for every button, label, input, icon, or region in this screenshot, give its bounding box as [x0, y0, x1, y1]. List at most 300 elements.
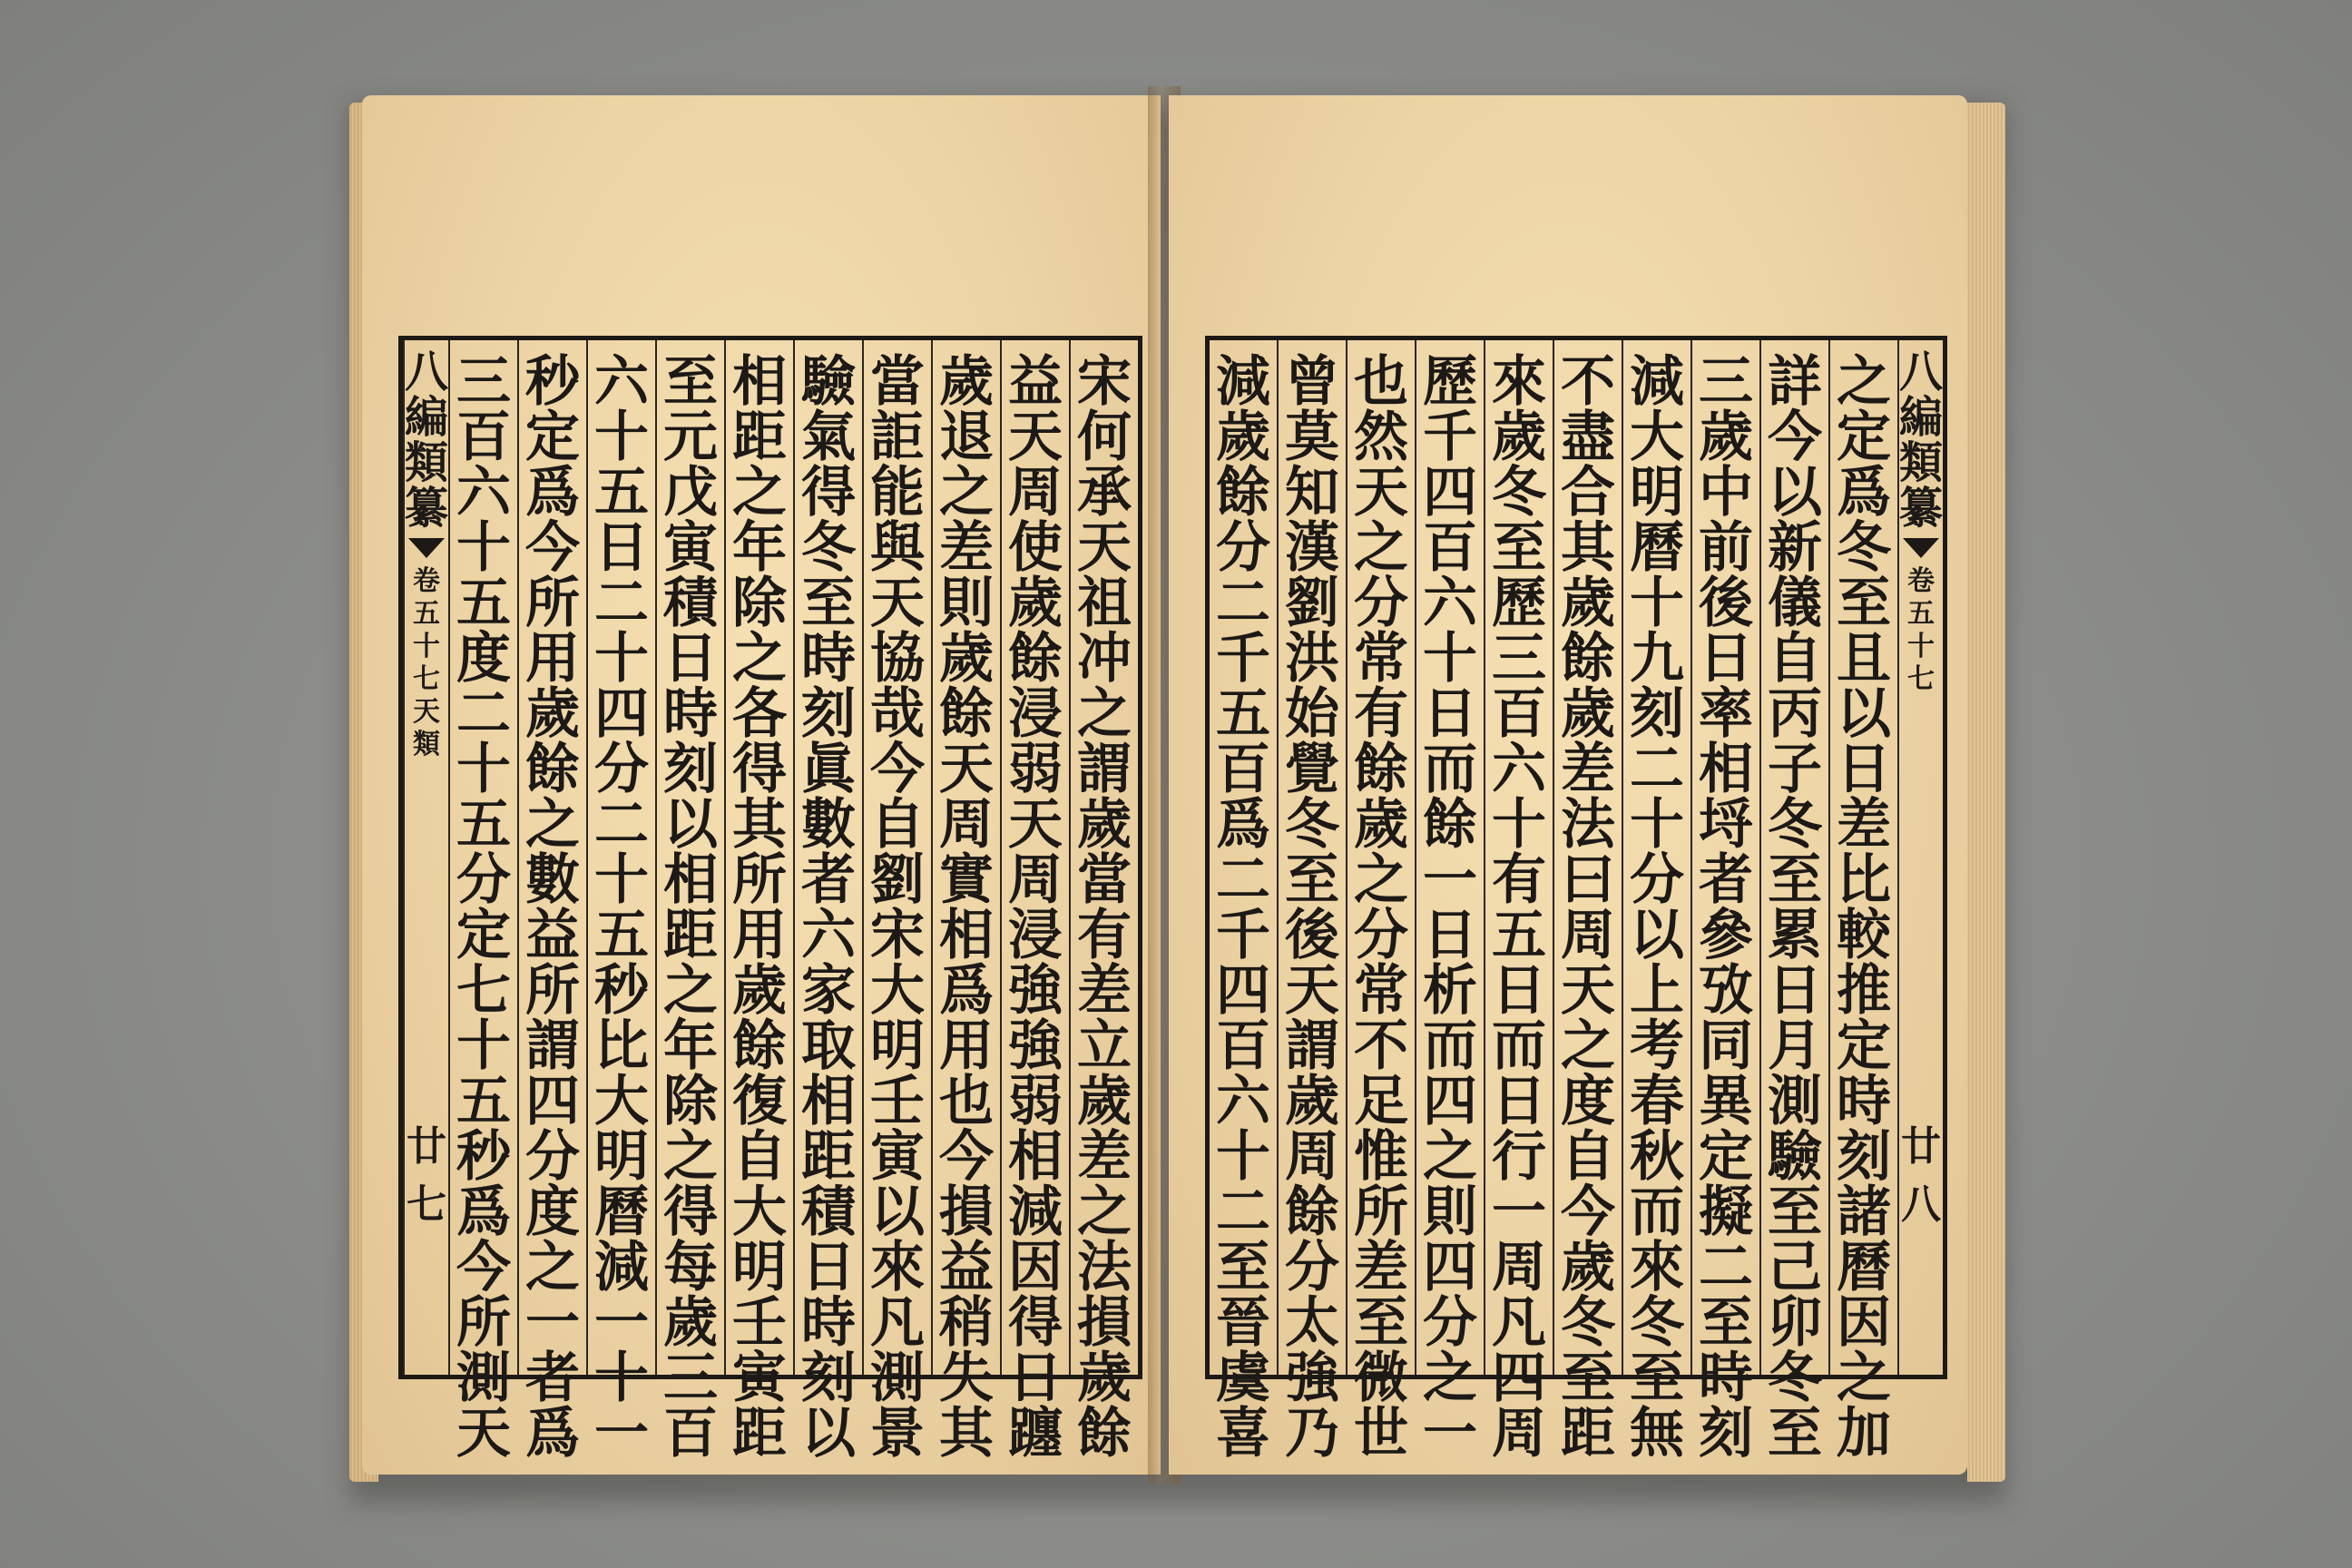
- character: 距: [1560, 1402, 1615, 1465]
- character: 之: [663, 959, 718, 1023]
- character: 天: [456, 1402, 511, 1465]
- character: 日: [1767, 959, 1822, 1023]
- character: 卯: [1767, 1291, 1822, 1355]
- left-banxin-section: [413, 565, 440, 761]
- character: 歲: [1560, 1236, 1615, 1299]
- character: 弱: [1008, 1070, 1063, 1133]
- character: 能: [870, 461, 925, 524]
- character: 歲: [1215, 406, 1270, 469]
- character: 參: [1698, 904, 1753, 967]
- character: 冬: [1836, 516, 1891, 580]
- character: 擬: [1698, 1181, 1753, 1244]
- character: 常: [1353, 959, 1408, 1023]
- character: 度: [525, 1181, 580, 1244]
- character: 埒: [1698, 793, 1753, 857]
- character: 周: [1491, 1402, 1546, 1465]
- character: 之: [1422, 1125, 1477, 1189]
- character: 益: [1008, 350, 1063, 414]
- character: 詳: [1767, 350, 1822, 414]
- text-column: [1000, 340, 1069, 1465]
- character: 驗: [801, 350, 856, 414]
- character: 餘: [1422, 793, 1477, 857]
- character: 自: [870, 793, 925, 857]
- character: 世: [1353, 1402, 1408, 1465]
- character: 差: [1560, 738, 1615, 801]
- character: 年: [732, 516, 787, 580]
- character: 前: [1698, 516, 1753, 580]
- character: 五: [1491, 904, 1546, 967]
- character: 哉: [870, 682, 925, 746]
- character: 五: [1906, 598, 1935, 630]
- character: 己: [1767, 1236, 1822, 1299]
- character: 差: [1077, 959, 1132, 1023]
- character: 周: [939, 793, 994, 857]
- character: 儀: [1767, 572, 1822, 635]
- character: 類: [1898, 437, 1943, 488]
- character: 明: [594, 1125, 649, 1189]
- character: 分: [1353, 904, 1408, 967]
- character: 者: [525, 1347, 580, 1410]
- character: 二: [1215, 848, 1270, 912]
- left-columns: [403, 340, 1138, 1465]
- character: 一: [594, 1402, 649, 1465]
- character: 分: [1629, 848, 1684, 912]
- character: 躔: [1008, 1402, 1063, 1465]
- character: 十: [594, 1347, 649, 1410]
- character: 四: [1422, 1070, 1477, 1133]
- character: 以: [1836, 682, 1891, 746]
- character: 益: [939, 1236, 994, 1299]
- character: 詎: [870, 406, 925, 469]
- character: 相: [732, 350, 787, 414]
- text-column: [1484, 340, 1553, 1465]
- character: 相: [1698, 738, 1753, 801]
- character: 相: [1008, 1125, 1063, 1189]
- character: 謂: [525, 1014, 580, 1078]
- character: 分: [525, 1125, 580, 1189]
- character: 爲: [1215, 793, 1270, 857]
- character: 所: [1353, 1181, 1408, 1244]
- character: 比: [1836, 848, 1891, 912]
- character: 十: [1215, 1125, 1270, 1189]
- character: 秒: [594, 959, 649, 1023]
- character: 六: [1422, 572, 1477, 635]
- character: 測: [870, 1347, 925, 1410]
- character: 爲: [939, 959, 994, 1023]
- left-text-frame: [398, 336, 1142, 1465]
- text-column: [1759, 340, 1828, 1465]
- character: 十: [594, 627, 649, 691]
- character: 七: [456, 959, 511, 1023]
- character: 用: [732, 904, 787, 967]
- text-column: [862, 340, 931, 1465]
- character: 十: [412, 631, 440, 662]
- character: 得: [1008, 1291, 1063, 1355]
- character: 差: [1353, 1236, 1408, 1299]
- character: 定: [1836, 406, 1891, 469]
- character: 日: [663, 627, 718, 691]
- character: 有: [1491, 848, 1546, 912]
- character: 至: [1629, 1347, 1684, 1410]
- character: 其: [939, 1402, 994, 1465]
- character: 測: [1767, 1070, 1822, 1133]
- character: 損: [939, 1181, 994, 1244]
- character: 所: [525, 572, 580, 635]
- text-column: [724, 340, 793, 1465]
- character: 餘: [1353, 738, 1408, 801]
- character: 曆: [1629, 516, 1684, 580]
- character: 大: [1629, 406, 1684, 469]
- character: 不: [1353, 1014, 1408, 1078]
- character: 乃: [1284, 1402, 1339, 1465]
- character: 五: [1215, 682, 1270, 746]
- character: 覺: [1284, 738, 1339, 801]
- character: 歲: [1491, 406, 1546, 469]
- character: 二: [456, 682, 511, 746]
- character: 凡: [870, 1291, 925, 1355]
- character: 各: [732, 682, 787, 746]
- character: 冬: [1767, 793, 1822, 857]
- character: 六: [1491, 738, 1546, 801]
- character: 減: [1008, 1181, 1063, 1244]
- character: 減: [1215, 350, 1270, 414]
- right-folio: 廿八: [1900, 1123, 1941, 1228]
- character: 強: [1284, 1347, 1339, 1410]
- text-column: [448, 340, 517, 1465]
- character: 諸: [1836, 1181, 1891, 1244]
- character: 之: [525, 1236, 580, 1299]
- character: 距: [732, 406, 787, 469]
- text-column: [1622, 340, 1690, 1465]
- character: 之: [1077, 1181, 1132, 1244]
- character: 法: [1077, 1236, 1132, 1299]
- character: 元: [663, 406, 718, 469]
- character: 歲: [1077, 793, 1132, 857]
- character: 來: [1491, 350, 1546, 414]
- character: 加: [1836, 1402, 1891, 1465]
- character: 餘: [1008, 627, 1063, 691]
- character: 秒: [525, 350, 580, 414]
- character: 退: [939, 406, 994, 469]
- text-column: [1828, 340, 1897, 1465]
- character: 減: [594, 1236, 649, 1299]
- character: 所: [456, 1291, 511, 1355]
- character: 至: [1767, 1181, 1822, 1244]
- character: 時: [801, 1291, 856, 1355]
- character: 十: [1629, 572, 1684, 635]
- character: 天: [1008, 793, 1063, 857]
- character: 驗: [1767, 1125, 1822, 1189]
- character: 而: [1422, 1014, 1477, 1078]
- character: 之: [732, 627, 787, 691]
- character: 二: [594, 793, 649, 857]
- character: 刻: [801, 682, 856, 746]
- character: 周: [1560, 904, 1615, 967]
- character: 二: [594, 572, 649, 635]
- character: 大: [594, 1070, 649, 1133]
- character: 明: [732, 1236, 787, 1299]
- character: 度: [456, 627, 511, 691]
- character: 九: [1629, 627, 1684, 691]
- character: 二: [1698, 1236, 1753, 1299]
- character: 曰: [1560, 848, 1615, 912]
- character: 三: [456, 350, 511, 414]
- character: 天: [1560, 959, 1615, 1023]
- character: 至: [1767, 848, 1822, 912]
- character: 除: [732, 572, 787, 635]
- character: 中: [1698, 461, 1753, 524]
- character: 四: [525, 1070, 580, 1133]
- character: 歲: [1560, 572, 1615, 635]
- character: 一: [594, 1291, 649, 1355]
- character: 時: [1836, 1070, 1891, 1133]
- character: 曆: [1836, 1236, 1891, 1299]
- character: 實: [939, 848, 994, 912]
- character: 無: [1629, 1402, 1684, 1465]
- character: 之: [663, 1125, 718, 1189]
- character: 始: [1284, 682, 1339, 746]
- character: 日: [1008, 1347, 1063, 1410]
- text-column: [931, 340, 1000, 1465]
- text-column: [586, 340, 655, 1465]
- character: 推: [1836, 959, 1891, 1023]
- character: 寅: [870, 1125, 925, 1189]
- character: 微: [1353, 1347, 1408, 1410]
- character: 失: [939, 1347, 994, 1410]
- character: 浸: [1008, 904, 1063, 967]
- character: 日: [1836, 738, 1891, 801]
- character: 損: [1077, 1291, 1132, 1355]
- left-page: [362, 95, 1161, 1475]
- character: 定: [525, 406, 580, 469]
- character: 虞: [1215, 1347, 1270, 1410]
- character: 三: [663, 1347, 718, 1410]
- text-column: [517, 340, 586, 1465]
- character: 攷: [1698, 959, 1753, 1023]
- character: 二: [1629, 738, 1684, 801]
- character: 餘: [939, 682, 994, 746]
- character: 景: [870, 1402, 925, 1465]
- character: 除: [663, 1070, 718, 1133]
- character: 宋: [1077, 350, 1132, 414]
- character: 其: [1560, 516, 1615, 580]
- character: 今: [525, 516, 580, 580]
- character: 得: [801, 461, 856, 524]
- character: 百: [1491, 682, 1546, 746]
- character: 刻: [1698, 1402, 1753, 1465]
- character: 家: [801, 959, 856, 1023]
- character: 八: [404, 347, 448, 397]
- character: 分: [1422, 1291, 1477, 1355]
- character: 冬: [1284, 793, 1339, 857]
- character: 纂: [404, 483, 448, 534]
- character: 以: [1629, 904, 1684, 967]
- character: 而: [1629, 1181, 1684, 1244]
- character: 稍: [939, 1291, 994, 1355]
- right-text-frame: [1205, 336, 1947, 1465]
- character: 時: [801, 627, 856, 691]
- character: 五: [594, 904, 649, 967]
- character: 大: [870, 959, 925, 1023]
- right-banxin-section: [1907, 565, 1935, 696]
- right-page: [1169, 95, 1967, 1475]
- character: 秋: [1629, 1125, 1684, 1189]
- character: 冲: [1077, 627, 1132, 691]
- character: 壬: [732, 1291, 787, 1355]
- character: 以: [663, 793, 718, 857]
- character: 則: [1422, 1181, 1477, 1244]
- text-column: [1346, 340, 1415, 1465]
- character: 七: [412, 663, 440, 695]
- character: 且: [1836, 627, 1891, 691]
- character: 四: [1422, 461, 1477, 524]
- left-banxin-title: [404, 347, 448, 534]
- character: 千: [1215, 627, 1270, 691]
- character: 至: [1353, 1291, 1408, 1355]
- character: 相: [939, 904, 994, 967]
- character: 上: [1629, 959, 1684, 1023]
- character: 之: [1077, 682, 1132, 746]
- character: 洪: [1284, 627, 1339, 691]
- character: 浸: [1008, 682, 1063, 746]
- character: 餘: [732, 1014, 787, 1078]
- character: 強: [1008, 1014, 1063, 1078]
- character: 率: [1698, 682, 1753, 746]
- character: 十: [1491, 793, 1546, 857]
- character: 差: [1077, 1125, 1132, 1189]
- character: 強: [1008, 959, 1063, 1023]
- character: 六: [594, 350, 649, 414]
- character: 歲: [1077, 1347, 1132, 1410]
- character: 減: [1629, 350, 1684, 414]
- character: 日: [594, 516, 649, 580]
- character: 五: [412, 598, 440, 630]
- character: 度: [1560, 1070, 1615, 1133]
- character: 後: [1698, 572, 1753, 635]
- character: 也: [939, 1070, 994, 1133]
- character: 至: [1491, 516, 1546, 580]
- character: 至: [1698, 1291, 1753, 1355]
- character: 周: [1284, 1125, 1339, 1189]
- character: 三: [1698, 350, 1753, 414]
- character: 歲: [939, 350, 994, 414]
- character: 自: [1767, 627, 1822, 691]
- character: 知: [1284, 461, 1339, 524]
- character: 承: [1077, 461, 1132, 524]
- character: 冬: [1491, 461, 1546, 524]
- character: 丙: [1767, 682, 1822, 746]
- character: 祖: [1077, 572, 1132, 635]
- character: 至: [1215, 1236, 1270, 1299]
- character: 以: [1767, 461, 1822, 524]
- character: 千: [1215, 904, 1270, 967]
- character: 一: [1422, 1402, 1477, 1465]
- character: 明: [1629, 461, 1684, 524]
- character: 寅: [732, 1347, 787, 1410]
- character: 曆: [594, 1181, 649, 1244]
- character: 戊: [663, 461, 718, 524]
- character: 以: [801, 1402, 856, 1465]
- character: 餘: [1077, 1402, 1132, 1465]
- character: 刻: [801, 1347, 856, 1410]
- character: 刻: [1836, 1125, 1891, 1189]
- character: 二: [1215, 1181, 1270, 1244]
- left-folio: 廿七: [406, 1123, 446, 1228]
- character: 寅: [663, 516, 718, 580]
- character: 凡: [1491, 1291, 1546, 1355]
- character: 因: [1836, 1291, 1891, 1355]
- left-banxin: [403, 340, 448, 1375]
- right-banxin: [1897, 340, 1943, 1375]
- character: 天: [939, 738, 994, 801]
- character: 至: [1284, 848, 1339, 912]
- character: 周: [1008, 461, 1063, 524]
- character: 十: [456, 738, 511, 801]
- character: 有: [1077, 904, 1132, 967]
- character: 百: [1215, 1014, 1270, 1078]
- character: 爲: [1836, 461, 1891, 524]
- character: 來: [1629, 1236, 1684, 1299]
- character: 弱: [1008, 738, 1063, 801]
- character: 五: [456, 793, 511, 857]
- character: 定: [456, 904, 511, 967]
- character: 時: [1698, 1347, 1753, 1410]
- character: 有: [1353, 682, 1408, 746]
- character: 爲: [456, 1181, 511, 1244]
- character: 六: [801, 904, 856, 967]
- character: 測: [456, 1347, 511, 1410]
- character: 六: [456, 461, 511, 524]
- text-column: [1690, 340, 1759, 1465]
- character: 惟: [1353, 1125, 1408, 1189]
- character: 比: [594, 1014, 649, 1078]
- character: 者: [801, 848, 856, 912]
- character: 明: [870, 1014, 925, 1078]
- character: 四: [1422, 1236, 1477, 1299]
- character: 立: [1077, 1014, 1132, 1078]
- character: 不: [1560, 350, 1615, 414]
- character: 莫: [1284, 406, 1339, 469]
- character: 至: [663, 350, 718, 414]
- character: 之: [525, 793, 580, 857]
- character: 月: [1767, 1014, 1822, 1078]
- character: 歲: [1698, 406, 1753, 469]
- character: 日: [1422, 904, 1477, 967]
- character: 歲: [1008, 572, 1063, 635]
- character: 天: [1284, 959, 1339, 1023]
- character: 周: [1008, 848, 1063, 912]
- character: 數: [801, 793, 856, 857]
- character: 數: [525, 848, 580, 912]
- character: 今: [870, 738, 925, 801]
- character: 冬: [1629, 1291, 1684, 1355]
- character: 纂: [1898, 483, 1943, 534]
- character: 之: [732, 461, 787, 524]
- character: 餘: [1284, 1181, 1339, 1244]
- character: 三: [1491, 627, 1546, 691]
- character: 冬: [1560, 1291, 1615, 1355]
- character: 十: [456, 516, 511, 580]
- character: 今: [939, 1125, 994, 1189]
- character: 劉: [870, 848, 925, 912]
- character: 百: [456, 406, 511, 469]
- character: 類: [412, 729, 440, 760]
- character: 卷: [1906, 565, 1935, 597]
- character: 協: [870, 627, 925, 691]
- character: 自: [732, 1125, 787, 1189]
- character: 之: [1353, 516, 1408, 580]
- character: 差: [1836, 793, 1891, 857]
